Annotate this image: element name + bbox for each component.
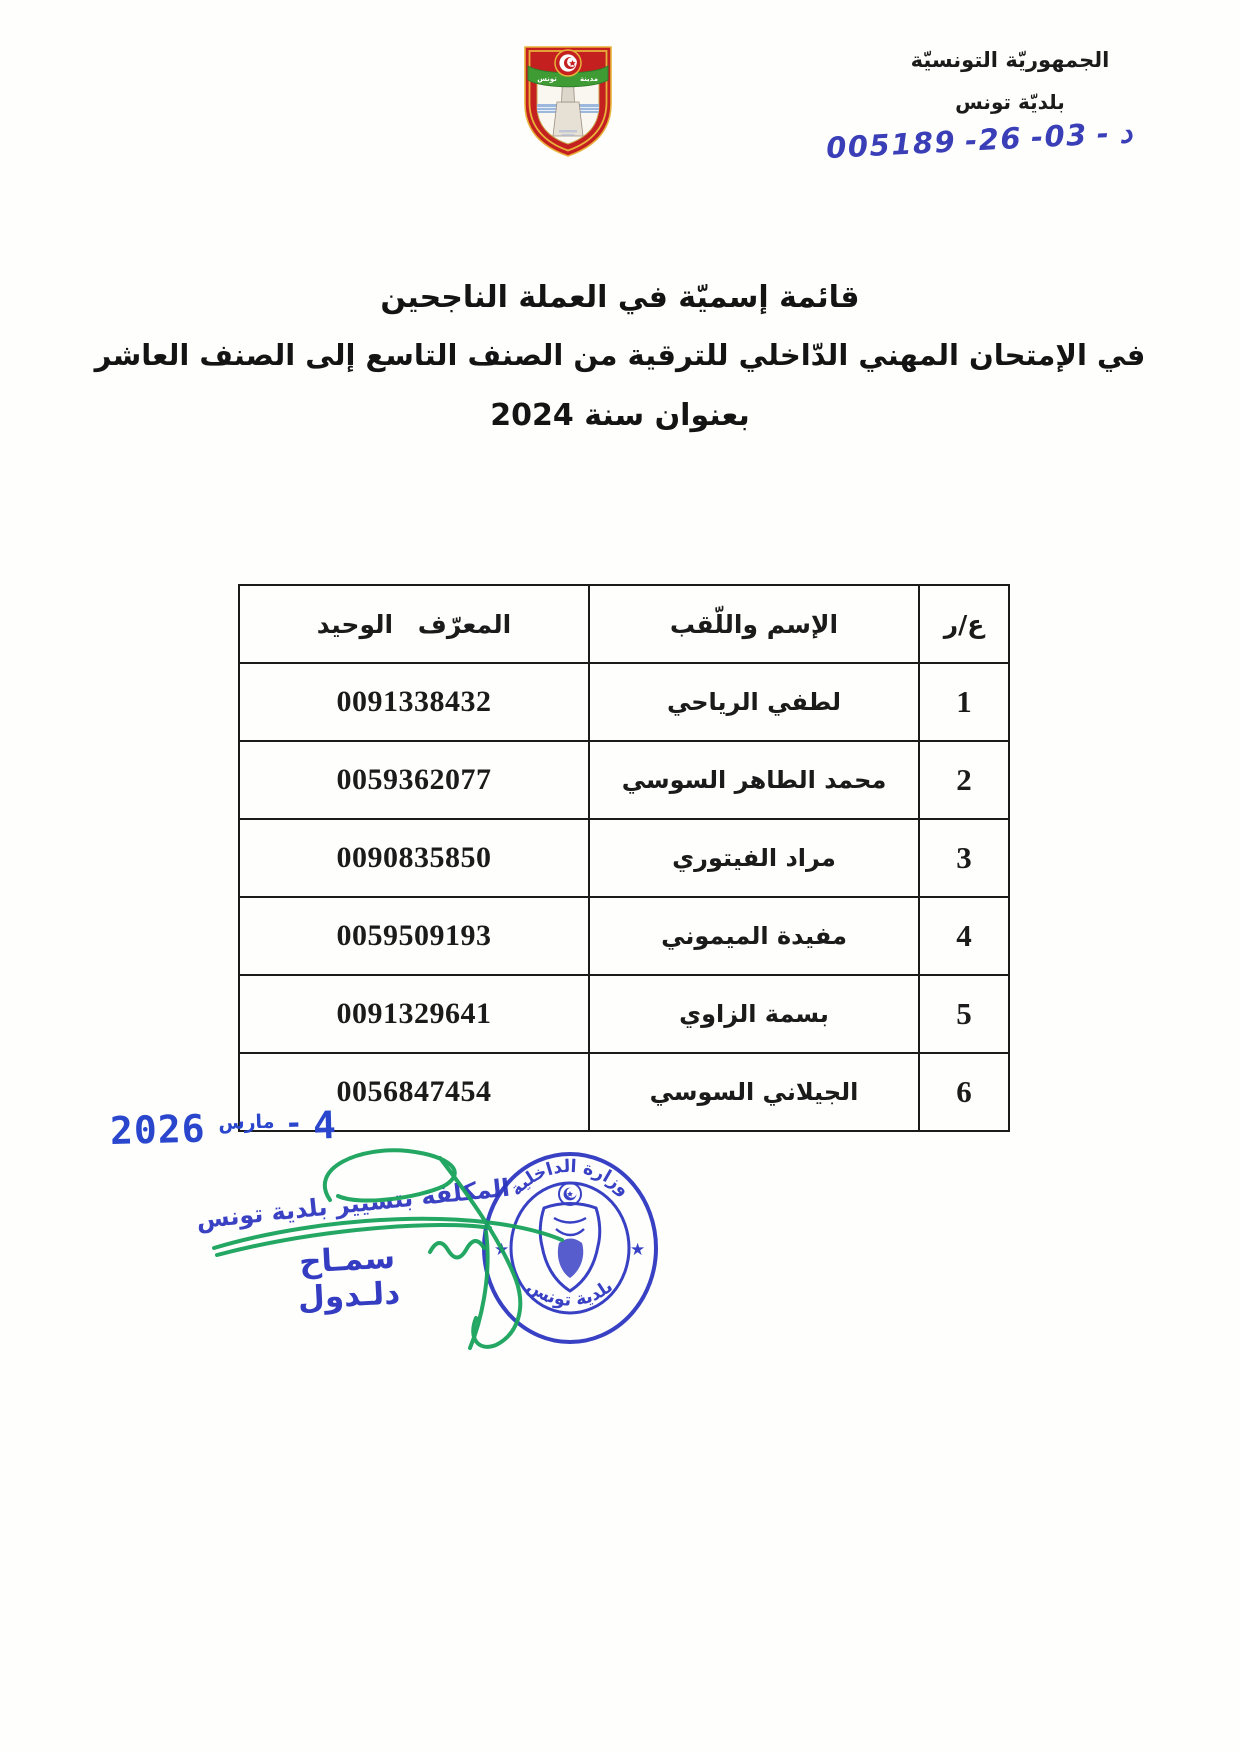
date-dash: - bbox=[287, 1105, 301, 1141]
header-cell-name: الإسم واللّقب bbox=[589, 585, 919, 663]
table-row bbox=[239, 1053, 1009, 1131]
stamp-top-arc-text: وزارة الداخلية bbox=[506, 1156, 634, 1200]
row-index: 2 bbox=[919, 741, 1009, 819]
row-index: 3 bbox=[919, 819, 1009, 897]
candidate-name: الجيلاني السوسي bbox=[589, 1053, 919, 1131]
table-row bbox=[239, 975, 1009, 1053]
tunis-municipality-emblem bbox=[521, 44, 615, 158]
row-index: 5 bbox=[919, 975, 1009, 1053]
row-index: 1 bbox=[919, 663, 1009, 741]
row-index: 4 bbox=[919, 897, 1009, 975]
table-row bbox=[239, 741, 1009, 819]
ref-part-day: -26 bbox=[964, 120, 1023, 158]
header-cell-id: المعرّف الوحيد bbox=[239, 585, 589, 663]
row-index: 6 bbox=[919, 1053, 1009, 1131]
unique-id: 0056847454 bbox=[239, 1053, 589, 1131]
table-row bbox=[239, 819, 1009, 897]
ref-dash: - bbox=[1095, 116, 1112, 151]
table-header-row bbox=[239, 585, 1009, 663]
handwritten-reference-number bbox=[825, 113, 1176, 165]
table-row bbox=[239, 663, 1009, 741]
banner-text-left: تونس bbox=[537, 75, 557, 83]
table-row bbox=[239, 897, 1009, 975]
signer-title-stamp: المكلفة بتسيير بلدية تونس bbox=[194, 1173, 512, 1235]
handwritten-signature bbox=[180, 1128, 580, 1368]
stamp-star-left-icon: ★ bbox=[494, 1240, 510, 1260]
candidate-name: لطفي الرياحي bbox=[589, 663, 919, 741]
header-cell-index: ع/ر bbox=[919, 585, 1009, 663]
ref-number: 005189 bbox=[825, 124, 958, 166]
candidate-name: مراد الفيتوري bbox=[589, 819, 919, 897]
successful-candidates-table bbox=[238, 584, 1010, 1132]
date-year: 2026 bbox=[109, 1106, 207, 1153]
tunisian-flag-roundel bbox=[555, 50, 581, 76]
candidate-name: مفيدة الميموني bbox=[589, 897, 919, 975]
document-title-line3: بعنوان سنة 2024 bbox=[490, 398, 750, 433]
ref-letter: د bbox=[1118, 115, 1134, 150]
unique-id: 0059509193 bbox=[239, 897, 589, 975]
date-day: 4 bbox=[312, 1103, 338, 1148]
unique-id: 0090835850 bbox=[239, 819, 589, 897]
banner-text-right: مدينة bbox=[579, 75, 599, 83]
unique-id: 0091329641 bbox=[239, 975, 589, 1053]
unique-id: 0059362077 bbox=[239, 741, 589, 819]
stamp-bottom-arc-text: بلدية تونس bbox=[522, 1276, 617, 1311]
candidate-name: بسمة الزاوي bbox=[589, 975, 919, 1053]
ref-part-month: -03 bbox=[1030, 117, 1089, 155]
date-month: مارس bbox=[218, 1110, 275, 1135]
republic-heading: الجمهوريّة التونسيّة bbox=[910, 48, 1110, 72]
municipality-heading: بلديّة تونس bbox=[955, 90, 1065, 114]
stamp-star-right-icon: ★ bbox=[630, 1240, 646, 1260]
candidate-name: محمد الطاهر السوسي bbox=[589, 741, 919, 819]
signer-name-stamp: سمـاح دلـدول bbox=[296, 1239, 401, 1317]
unique-id: 0091338432 bbox=[239, 663, 589, 741]
document-title-line2: في الإمتحان المهني الدّاخلي للترقية من الصنف التاسع إلى الصنف العاشر bbox=[94, 338, 1146, 372]
document-title-line1: قائمة إسميّة في العملة الناجحين bbox=[380, 280, 860, 315]
